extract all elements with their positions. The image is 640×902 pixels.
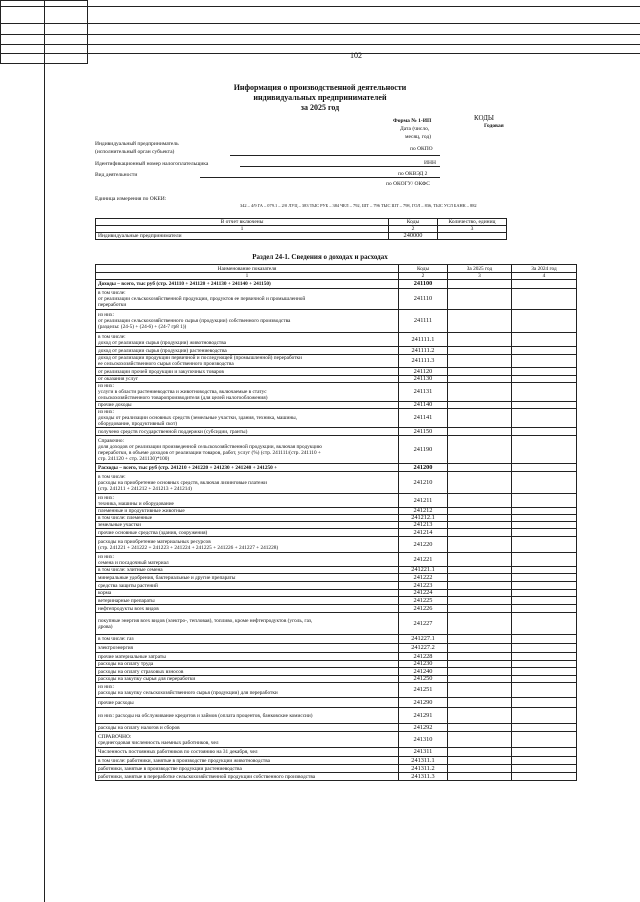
- row-name: из них: доходы от реализации основных средств (земельные участки, здания, техника, машины, оборудование, продуктивный скот): [96, 409, 399, 428]
- value-2025-cell[interactable]: [448, 310, 512, 333]
- value-2024-cell[interactable]: [512, 724, 577, 732]
- column-number-3: 3: [448, 273, 512, 280]
- value-2025-cell[interactable]: [448, 748, 512, 757]
- value-2025-cell[interactable]: [448, 668, 512, 676]
- small-header-count: Количество, единиц: [438, 219, 507, 226]
- table-row: [96, 773, 577, 781]
- row-name: в том числе: от реализации сельскохозяйственной продукции, продуктов ее первичной и промышленной переработки: [96, 289, 399, 310]
- row-code: 241311.1: [399, 757, 448, 765]
- date-label-2: месяц, год): [405, 134, 432, 140]
- row-name: из них: расходы на обслуживание кредитов и займов (оплата процентов, банковские комиссии): [96, 708, 399, 724]
- value-2024-cell[interactable]: [512, 732, 577, 748]
- table-row: [96, 748, 577, 757]
- table-row: [96, 310, 577, 333]
- row-code: 241230: [399, 661, 448, 668]
- date-label-1: Дата (число,: [400, 126, 430, 132]
- row-code: 241221.1: [399, 567, 448, 574]
- row-code: 241141: [399, 409, 448, 428]
- value-2024-cell[interactable]: [512, 574, 577, 582]
- value-2025-cell[interactable]: [448, 765, 512, 773]
- value-2025-cell[interactable]: [448, 280, 512, 289]
- row-name: минеральные удобрения, бактериальные и другие препараты: [96, 574, 399, 582]
- activity-label: Вид деятельности: [95, 172, 138, 178]
- row-code: 241111.2: [399, 347, 448, 355]
- table-row: [96, 676, 577, 683]
- document-title-line-1: Информация о производственной деятельности: [233, 83, 407, 92]
- row-code: 241227.1: [399, 635, 448, 644]
- row-code: 241212.1: [399, 515, 448, 522]
- row-code: 241111: [399, 310, 448, 333]
- table-row: [96, 732, 577, 748]
- value-2024-cell[interactable]: [512, 698, 577, 708]
- row-name: земельные участки: [96, 522, 399, 529]
- value-2025-cell[interactable]: [448, 676, 512, 683]
- value-2025-cell[interactable]: [448, 553, 512, 567]
- table-row: [96, 383, 577, 402]
- value-2024-cell[interactable]: [512, 280, 577, 289]
- table-row: [96, 333, 577, 347]
- table-row: [96, 508, 577, 515]
- row-name: работники, занятые в производстве продукции растениеводства: [96, 765, 399, 773]
- value-2025-cell[interactable]: [448, 653, 512, 661]
- table-row: [96, 472, 577, 494]
- row-code: 241190: [399, 436, 448, 464]
- value-2024-cell[interactable]: [512, 310, 577, 333]
- table-row: [96, 376, 577, 383]
- value-2025-cell[interactable]: [448, 724, 512, 732]
- table-row: [96, 765, 577, 773]
- value-2025-cell[interactable]: [448, 635, 512, 644]
- value-2024-cell[interactable]: [512, 464, 577, 472]
- value-2024-cell[interactable]: [512, 661, 577, 668]
- row-code: 241220: [399, 537, 448, 553]
- row-name: в том числе: элитные семена: [96, 567, 399, 574]
- row-name: прочие материальные затраты: [96, 653, 399, 661]
- row-code: 241225: [399, 597, 448, 605]
- row-name: от реализации прочей продукции и закупочных товаров: [96, 368, 399, 376]
- row-code: 241228: [399, 653, 448, 661]
- table-row: [96, 464, 577, 472]
- value-2025-cell[interactable]: [448, 574, 512, 582]
- table-row: [96, 522, 577, 529]
- row-code: 241310: [399, 732, 448, 748]
- column-number-4: 4: [512, 273, 577, 280]
- row-code: 241311: [399, 748, 448, 757]
- column-number-1: 1: [96, 273, 399, 280]
- small-row-name: Индивидуальные предприниматели: [96, 233, 389, 240]
- row-name: Расходы – всего, тыс руб (стр. 241210 + 241220 + 241230 + 241240 + 241250 +: [96, 464, 399, 472]
- header-year-2025: За 2025 год: [448, 265, 512, 273]
- value-2025-cell[interactable]: [448, 529, 512, 537]
- value-2024-cell[interactable]: [512, 668, 577, 676]
- row-code: 241120: [399, 368, 448, 376]
- value-2025-cell[interactable]: [448, 333, 512, 347]
- row-name: из них: техника, машины и оборудование: [96, 494, 399, 508]
- small-number-3: 3: [438, 226, 507, 233]
- table-row: [96, 537, 577, 553]
- table-row: [96, 605, 577, 613]
- table-row: [96, 409, 577, 428]
- table-row: [96, 683, 577, 698]
- value-2024-cell[interactable]: [512, 757, 577, 765]
- row-code: 241111.3: [399, 355, 448, 368]
- table-row: [96, 347, 577, 355]
- table-row: [96, 668, 577, 676]
- units-codes: 342 – 4/9 ГА – 079.1 – 2/0 ЛУЦ – 383 ТЫС РУБ – 384 ЧЕЛ – 792, ШТ – 796 ТЫС ШТ – 798, ГОЛ – 836, ТЫС УСЛ БАНК – 882: [240, 203, 477, 208]
- table-row: [96, 515, 577, 522]
- form-code: Годовая: [484, 123, 504, 129]
- row-code: 241227.2: [399, 644, 448, 653]
- table-row: [96, 597, 577, 605]
- entrepreneur-label-1: Индивидуальный предприниматель: [95, 141, 179, 147]
- value-2025-cell[interactable]: [448, 515, 512, 522]
- value-2024-cell[interactable]: [512, 289, 577, 310]
- row-code: 241251: [399, 683, 448, 698]
- value-2024-cell[interactable]: [512, 402, 577, 409]
- value-2024-cell[interactable]: [512, 333, 577, 347]
- row-name: СПРАВОЧНО: среднегодовая численность наемных работников, чел: [96, 732, 399, 748]
- value-2025-cell[interactable]: [448, 347, 512, 355]
- value-2024-cell[interactable]: [512, 355, 577, 368]
- row-code: 241222: [399, 574, 448, 582]
- table-row: [96, 289, 577, 310]
- value-2025-cell[interactable]: [448, 494, 512, 508]
- row-name: прочие основные средства (здания, сооружения): [96, 529, 399, 537]
- row-code: 241213: [399, 522, 448, 529]
- value-2025-cell[interactable]: [448, 708, 512, 724]
- row-code: 241111.1: [399, 333, 448, 347]
- row-name: из них: услуги в области растениеводства и животноводства, включаемые в статус сельскохозяйственного товаропроизводителя (для целей налогообложения): [96, 383, 399, 402]
- row-code: 241212: [399, 508, 448, 515]
- table-row: [96, 436, 577, 464]
- codes-header: КОДЫ: [473, 114, 495, 122]
- value-2024-cell[interactable]: [512, 613, 577, 635]
- row-code: 241150: [399, 428, 448, 436]
- value-2025-cell[interactable]: [448, 383, 512, 402]
- small-number-2: 2: [389, 226, 438, 233]
- value-2024-cell[interactable]: [512, 748, 577, 757]
- document-title-line-2: индивидуальных предпринимателей: [253, 93, 387, 102]
- table-row: [96, 494, 577, 508]
- header-indicator: Наименование показателя: [96, 265, 399, 273]
- row-code: 241223: [399, 582, 448, 590]
- value-2025-cell[interactable]: [448, 698, 512, 708]
- inn-caption: Идентификационный номер налогоплательщика: [95, 161, 209, 167]
- value-2024-cell[interactable]: [512, 553, 577, 567]
- enterprises-table: [95, 218, 577, 240]
- row-name: прочие доходы: [96, 402, 399, 409]
- value-2024-cell[interactable]: [512, 597, 577, 605]
- row-name: из них: расходы на закупку сельскохозяйственного сырья (продукции) для переработки: [96, 683, 399, 698]
- row-code: 241214: [399, 529, 448, 537]
- value-2024-cell[interactable]: [512, 376, 577, 383]
- value-2024-cell[interactable]: [512, 765, 577, 773]
- value-2025-cell[interactable]: [448, 661, 512, 668]
- row-code: 241224: [399, 590, 448, 597]
- value-2025-cell[interactable]: [448, 773, 512, 781]
- value-2025-cell[interactable]: [448, 732, 512, 748]
- value-2024-cell[interactable]: [512, 472, 577, 494]
- row-name: Справочно: доля доходов от реализации произведенной сельскохозяйственной продукции, включая продукцию переработки, в объеме доходов от реализации товаров, работ, услуг (%) (стр. 241111/(стр. 241110 + стр. 241120 + стр. 241130)*100): [96, 436, 399, 464]
- form-label: Форма № 1-ИП: [393, 118, 432, 124]
- row-code: 241291: [399, 708, 448, 724]
- okpo-label: по ОКПО: [410, 146, 433, 152]
- value-2024-cell[interactable]: [512, 436, 577, 464]
- table-row: [96, 698, 577, 708]
- value-2024-cell[interactable]: [512, 605, 577, 613]
- table-row: [96, 635, 577, 644]
- document-title-line-3: за 2025 год: [300, 103, 340, 112]
- row-code: 241250: [399, 676, 448, 683]
- row-name: расходы на оплату страховых взносов: [96, 668, 399, 676]
- row-name: из них: семена и посадочный материал: [96, 553, 399, 567]
- value-2024-cell[interactable]: [512, 582, 577, 590]
- row-name: работники, занятые в переработке сельскохозяйственной продукции собственного производства: [96, 773, 399, 781]
- row-name: корма: [96, 590, 399, 597]
- row-name: расходы на приобретение материальных ресурсов (стр. 241221 + 241222 + 241223 + 241224 + 241225 + 241226 + 241227 + 241228): [96, 537, 399, 553]
- section-title: Раздел 24-1. Сведения о доходах и расходах: [252, 253, 388, 261]
- table-row: [96, 428, 577, 436]
- row-code: 241130: [399, 376, 448, 383]
- row-name: прочие расходы: [96, 698, 399, 708]
- codes-box: [0, 0, 88, 64]
- units-label: Единица измерения по ОКЕИ:: [95, 196, 167, 202]
- row-code: 241311.3: [399, 773, 448, 781]
- value-2025-cell[interactable]: [448, 472, 512, 494]
- row-name: покупные энергия всех видов (электро-, тепловая), топливо, кроме нефтепродуктов (уголь, газ, дрова): [96, 613, 399, 635]
- value-2025-cell[interactable]: [448, 537, 512, 553]
- table-row: [96, 553, 577, 567]
- row-name: расходы на оплату налогов и сборов: [96, 724, 399, 732]
- value-2024-cell[interactable]: [512, 683, 577, 698]
- small-number-1: 1: [96, 226, 389, 233]
- table-row: [96, 661, 577, 668]
- row-code: 241211: [399, 494, 448, 508]
- okogu-label: по ОКОГУ/ ОКФС: [386, 181, 430, 187]
- value-2024-cell[interactable]: [512, 508, 577, 515]
- value-2025-cell[interactable]: [448, 683, 512, 698]
- table-row: [96, 368, 577, 376]
- row-name: племенные и продуктивные животные: [96, 508, 399, 515]
- row-name: ветеринарные препараты: [96, 597, 399, 605]
- table-row: [96, 724, 577, 732]
- value-2025-cell[interactable]: [448, 582, 512, 590]
- row-name: из них: от реализации сельскохозяйственного сырья (продукции) собственного производства (разделы: (24-5) + (24-6) + (24-7 гр8 1)): [96, 310, 399, 333]
- small-header-code: Коды: [389, 219, 438, 226]
- value-2024-cell[interactable]: [512, 347, 577, 355]
- value-2024-cell[interactable]: [512, 708, 577, 724]
- table-row: [96, 574, 577, 582]
- row-code: 241110: [399, 289, 448, 310]
- row-code: 241131: [399, 383, 448, 402]
- value-2025-cell[interactable]: [448, 436, 512, 464]
- value-2025-cell[interactable]: [448, 355, 512, 368]
- entrepreneur-label-2: (исполнительный орган субъекта): [95, 149, 175, 155]
- row-name: расходы на закупку сырья для переработки: [96, 676, 399, 683]
- table-row: [96, 355, 577, 368]
- value-2024-cell[interactable]: [512, 635, 577, 644]
- value-2025-cell[interactable]: [448, 376, 512, 383]
- income-expense-table: [95, 264, 577, 781]
- value-2025-cell[interactable]: [448, 644, 512, 653]
- value-2025-cell[interactable]: [448, 289, 512, 310]
- row-code: 241227: [399, 613, 448, 635]
- row-code: 241200: [399, 464, 448, 472]
- value-2024-cell[interactable]: [512, 409, 577, 428]
- table-row: [96, 567, 577, 574]
- row-name: в том числе: работники, занятые в производстве продукции животноводства: [96, 757, 399, 765]
- value-2025-cell[interactable]: [448, 605, 512, 613]
- row-name: в том числе: газ: [96, 635, 399, 644]
- row-name: Численность постоянных работников по состоянию на 31 декабря, чел: [96, 748, 399, 757]
- table-row: [96, 653, 577, 661]
- row-code: 241226: [399, 605, 448, 613]
- row-name: в том числе: племенные: [96, 515, 399, 522]
- value-2024-cell[interactable]: [512, 494, 577, 508]
- row-code: 241210: [399, 472, 448, 494]
- small-row-count[interactable]: [438, 233, 507, 240]
- header-code: Коды: [399, 265, 448, 273]
- value-2024-cell[interactable]: [512, 383, 577, 402]
- small-row-code: 240000: [389, 233, 438, 240]
- value-2025-cell[interactable]: [448, 757, 512, 765]
- value-2024-cell[interactable]: [512, 537, 577, 553]
- row-name: Доходы – всего, тыс руб (стр. 241110 + 241120 + 241130 + 241140 + 241150): [96, 280, 399, 289]
- row-name: доход от реализации сырья (продукции) растениеводства: [96, 347, 399, 355]
- row-code: 241100: [399, 280, 448, 289]
- value-2024-cell[interactable]: [512, 644, 577, 653]
- value-2024-cell[interactable]: [512, 428, 577, 436]
- okved-label: по ОКВЭД 2: [398, 171, 428, 177]
- row-code: 241311.2: [399, 765, 448, 773]
- value-2025-cell[interactable]: [448, 428, 512, 436]
- row-name: в том числе: расходы на приобретение основных средств, включая лизинговые платежи (стр. 241211 + 241212 + 241213 + 241214): [96, 472, 399, 494]
- row-name: нефтепродукты всех видов: [96, 605, 399, 613]
- value-2024-cell[interactable]: [512, 522, 577, 529]
- page-number: 102: [350, 51, 362, 60]
- value-2025-cell[interactable]: [448, 402, 512, 409]
- row-name: доход от реализации продукции первичной и последующей (промышленной) переработки ее сельскохозяйственного сырья собственного производства: [96, 355, 399, 368]
- value-2024-cell[interactable]: [512, 529, 577, 537]
- value-2025-cell[interactable]: [448, 522, 512, 529]
- row-code: 241140: [399, 402, 448, 409]
- header-year-2024: За 2024 год: [512, 265, 577, 273]
- value-2024-cell[interactable]: [512, 590, 577, 597]
- table-row: [96, 529, 577, 537]
- table-row: [96, 613, 577, 635]
- table-row: [96, 644, 577, 653]
- row-name: средства защиты растений: [96, 582, 399, 590]
- row-code: 241221: [399, 553, 448, 567]
- row-code: 241292: [399, 724, 448, 732]
- table-row: [96, 402, 577, 409]
- value-2025-cell[interactable]: [448, 567, 512, 574]
- table-row: [96, 590, 577, 597]
- column-number-2: 2: [399, 273, 448, 280]
- value-2025-cell[interactable]: [448, 613, 512, 635]
- row-name: в том числе: доход от реализации сырья (продукции) животноводства: [96, 333, 399, 347]
- small-header-included: В отчет включены: [96, 219, 389, 226]
- row-name: расходы на оплату труда: [96, 661, 399, 668]
- row-code: 241290: [399, 698, 448, 708]
- row-name: получено средств государственной поддержки (субсидии, гранты): [96, 428, 399, 436]
- value-2025-cell[interactable]: [448, 590, 512, 597]
- row-code: 241240: [399, 668, 448, 676]
- table-row: [96, 280, 577, 289]
- value-2025-cell[interactable]: [448, 597, 512, 605]
- row-name: электроэнергия: [96, 644, 399, 653]
- table-row: [96, 708, 577, 724]
- inn-label: ИНН: [424, 160, 436, 166]
- value-2024-cell[interactable]: [512, 676, 577, 683]
- value-2025-cell[interactable]: [448, 409, 512, 428]
- value-2024-cell[interactable]: [512, 653, 577, 661]
- value-2024-cell[interactable]: [512, 515, 577, 522]
- value-2024-cell[interactable]: [512, 773, 577, 781]
- table-row: [96, 757, 577, 765]
- table-row: [96, 582, 577, 590]
- value-2025-cell[interactable]: [448, 368, 512, 376]
- value-2024-cell[interactable]: [512, 567, 577, 574]
- row-name: от оказания услуг: [96, 376, 399, 383]
- value-2024-cell[interactable]: [512, 368, 577, 376]
- value-2025-cell[interactable]: [448, 508, 512, 515]
- value-2025-cell[interactable]: [448, 464, 512, 472]
